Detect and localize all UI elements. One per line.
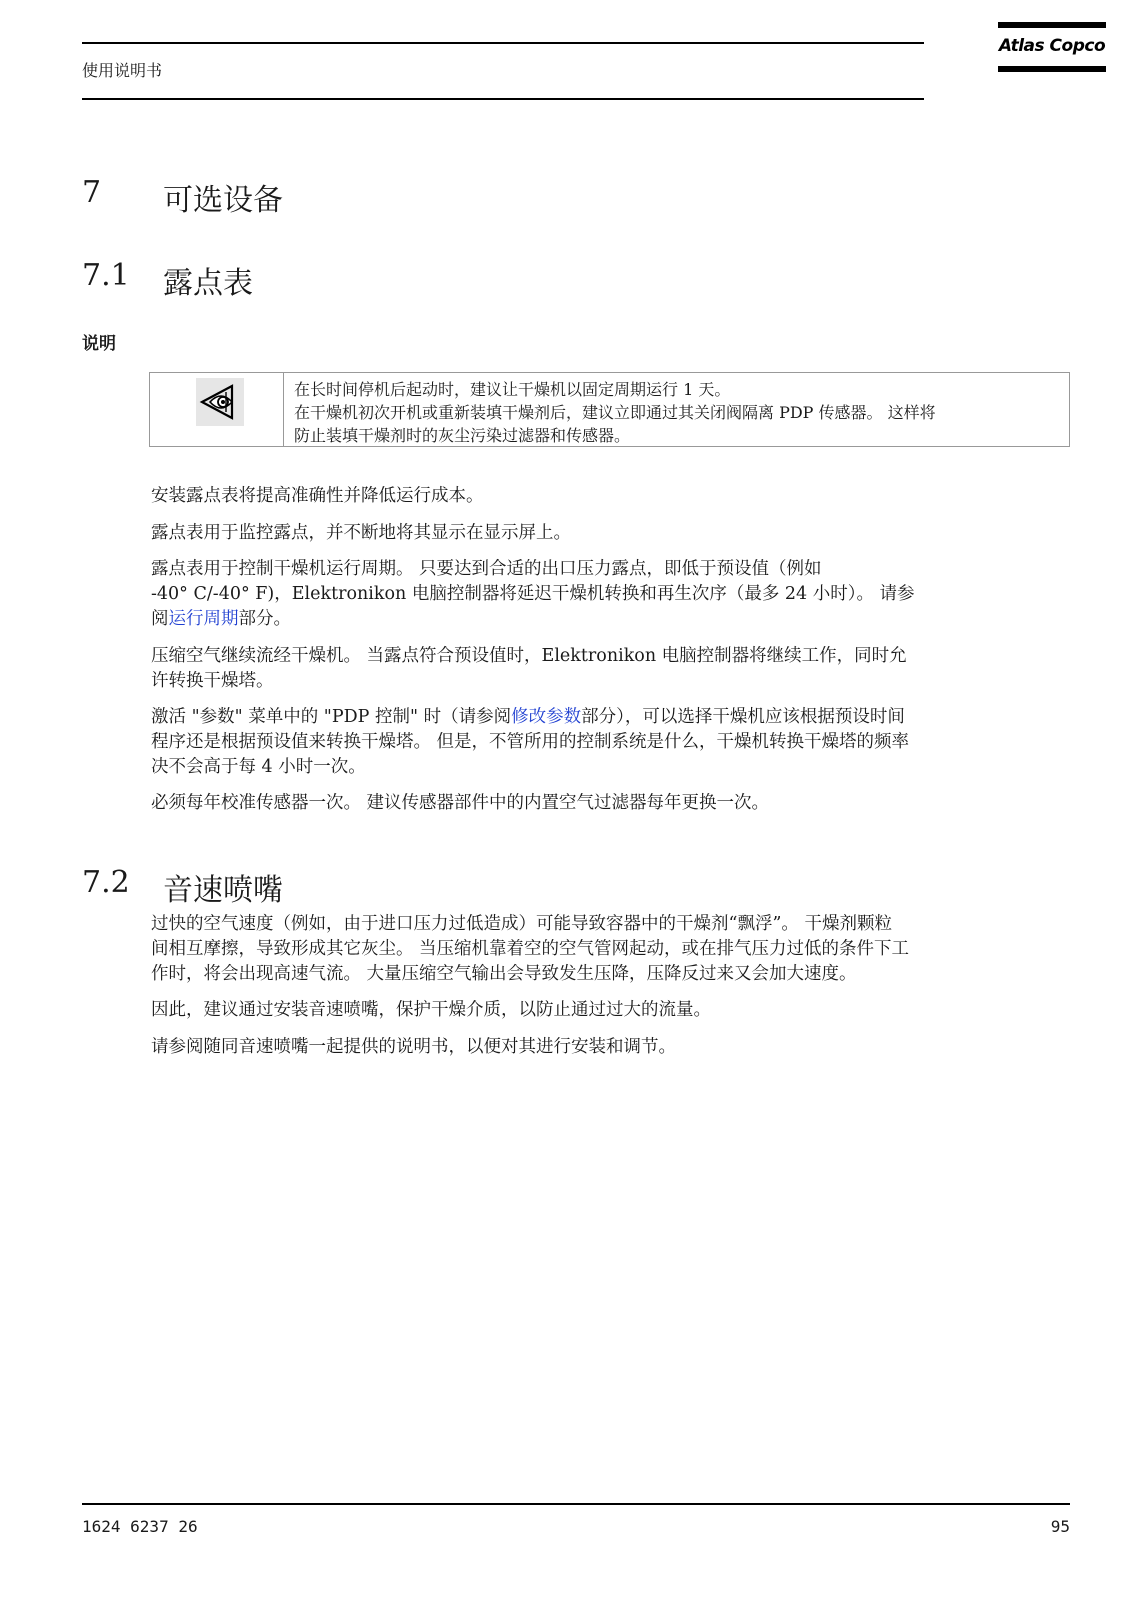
paragraph: 请参阅随同音速喷嘴一起提供的说明书，以便对其进行安装和调节。 [151,1037,676,1057]
description-label: 说明 [82,334,116,354]
paragraph-air-flow [151,644,1061,694]
chapter-number: 7 [82,175,102,210]
paragraph-line: 过快的空气速度（例如，由于进口压力过低造成）可能导致容器中的干燥剂“飘浮”。 干燥剂颗粒 [151,914,892,934]
paragraph-line: 作时，将会出现高速气流。 大量压缩空气输出会导致发生压降，压降反过来又会加大速度。 [151,964,857,984]
logo-bottom-bar [998,66,1106,72]
paragraph-control-cycle [151,557,1061,632]
paragraph-line: 露点表用于控制干燥机运行周期。 只要达到合适的出口压力露点，即低于预设值（例如 [151,559,822,579]
paragraph: 露点表用于监控露点，并不断地将其显示在显示屏上。 [151,523,571,543]
header-top-rule [82,42,924,44]
paragraph-line [151,607,1061,632]
paragraph-line: 许转换干燥塔。 [151,671,274,691]
note-line: 防止装填干燥剂时的灰尘污染过滤器和传感器。 [294,426,631,445]
paragraph: 安装露点表将提高准确性并降低运行成本。 [151,486,484,506]
link-modify-parameters[interactable]: 修改参数 [511,707,582,727]
paragraph-line: 间相互摩擦，导致形成其它灰尘。 当压缩机靠着空的空气管网起动，或在排气压力过低的条件下工 [151,939,910,959]
note-box [149,372,1070,447]
logo-top-bar [998,22,1106,28]
text-run: 部分。 [238,609,291,629]
section-heading-7-2 [0,865,600,908]
header-bottom-rule [82,98,924,100]
section-title: 音速喷嘴 [163,873,283,908]
section-number: 7.2 [82,865,130,900]
paragraph-line: -40° C/-40° F)，Elektronikon 电脑控制器将延迟干燥机转换和再生次序（最多 24 小时）。 请参 [151,584,915,604]
paragraph-line: 决不会高于每 4 小时一次。 [151,757,366,777]
document-number: 1624 6237 26 [82,1517,198,1536]
section-title: 露点表 [163,266,253,301]
paragraph: 必须每年校准传感器一次。 建议传感器部件中的内置空气过滤器每年更换一次。 [151,793,770,813]
chapter-title: 可选设备 [163,183,283,218]
paragraph-air-velocity [151,912,1061,987]
note-icon-cell [150,373,284,446]
atlas-copco-logo [998,22,1106,76]
link-running-cycle[interactable]: 运行周期 [168,609,239,629]
paragraph: 因此，建议通过安装音速喷嘴，保护干燥介质，以防止通过过大的流量。 [151,1000,711,1020]
section-heading-7-1 [0,258,600,301]
page-number: 95 [1050,1517,1070,1536]
paragraph-line: 程序还是根据预设值来转换干燥塔。 但是，不管所用的控制系统是什么，干燥机转换干燥塔的频率 [151,732,910,752]
note-line: 在干燥机初次开机或重新装填干燥剂后，建议立即通过其关闭阀隔离 PDP 传感器。 这样将 [294,403,936,422]
paragraph-line: 压缩空气继续流经干燥机。 当露点符合预设值时，Elektronikon 电脑控制器将继续工作，同时允 [151,646,907,666]
paragraph-pdp-control [151,705,1061,780]
note-text [294,378,1054,447]
footer-rule [82,1503,1070,1505]
header-title: 使用说明书 [82,61,163,80]
section-number: 7.1 [82,258,130,293]
chapter-heading [0,175,600,218]
logo-wordmark: Atlas Copco [998,36,1106,56]
eye-warning-icon [196,378,244,426]
text-run: 阅 [151,609,169,629]
text-run: 激活 "参数" 菜单中的 "PDP 控制" 时（请参阅 [151,707,512,727]
text-run: 部分），可以选择干燥机应该根据预设时间 [581,707,905,727]
paragraph-line [151,705,1061,730]
note-line: 在长时间停机后起动时，建议让干燥机以固定周期运行 1 天。 [294,380,731,399]
